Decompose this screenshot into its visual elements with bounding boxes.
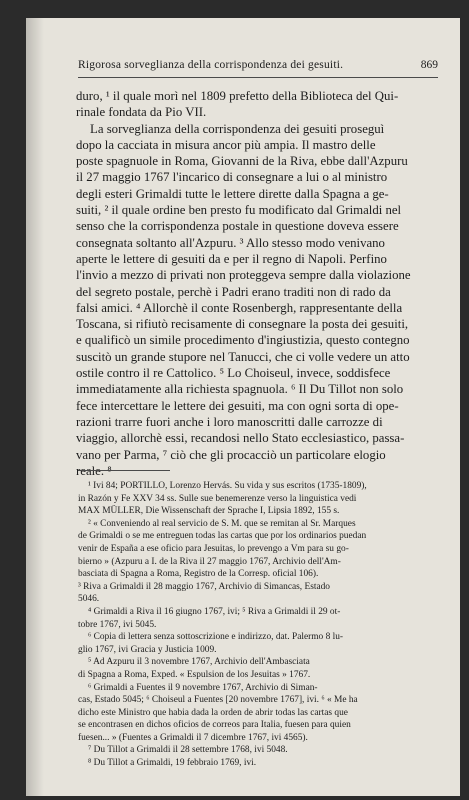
text-line: falsi amici. ⁴ Allorchè il conte Rosenbergh, rappresentante della	[76, 300, 403, 315]
text-line: fece intercettare le lettere dei gesuiti, ma con ogni sorta di ope-	[76, 398, 399, 413]
text-line: reale. ⁸	[76, 463, 112, 478]
page-number: 869	[420, 59, 438, 71]
text-line: La sorveglianza della corrispondenza dei gesuiti proseguì	[90, 121, 385, 136]
footnote-line: ⁶ Grimaldi a Fuentes il 9 novembre 1767, Archivio di Siman-	[88, 682, 318, 693]
text-line: Toscana, si rifiutò recisamente di consegnare la posta dei gesuiti,	[76, 317, 409, 332]
text-line: consegnata soltanto all'Azpuru. ³ Allo stesso modo venivano	[76, 235, 385, 250]
footnote-line: MAX MÜLLER, Die Wissenschaft der Sprache I, Lipsia 1892, 155 s.	[78, 506, 340, 517]
text-line: senso che la corrispondenza postale in questione doveva essere	[76, 219, 399, 234]
footnote-line: in Razón y Fe XXV 34 ss. Sulle sue benemerenze verso la linguistica vedi	[78, 493, 357, 504]
text-line: il 27 maggio 1767 l'incarico di consegnare a lui o al ministro	[76, 170, 388, 185]
footnote-line: fuesen... » (Fuentes a Grimaldi il 7 dicembre 1767, ivi 4565).	[78, 732, 308, 743]
footnote-line: ¹ Ivi 84; PORTILLO, Lorenzo Hervás. Su vida y sus escritos (1735-1809),	[88, 481, 367, 491]
text-line: immediatamente alla richiesta spagnuola. ⁶ Il Du Tillot non solo	[76, 382, 404, 397]
main-text	[76, 88, 440, 479]
text-line: rinale fondata da Pio VII.	[76, 105, 207, 120]
paragraph	[76, 121, 440, 480]
text-line: viaggio, allorchè essi, recandosi nello Stato ecclesiastico, passa-	[76, 431, 405, 446]
binding-shadow	[26, 18, 44, 796]
text-line: del segreto postale, perchè i Padri erano traditi non di rado da	[76, 284, 391, 299]
footnote-line: ⁸ Du Tillot a Grimaldi, 19 febbraio 1769, ivi.	[88, 758, 257, 769]
footnote-line: cas, Estado 5045; ⁶ Choiseul a Fuentes [20 novembre 1767], ivi. ⁶ « Me ha	[78, 695, 358, 706]
footnote-line: ⁶ Copia di lettera senza sottoscrizione e indirizzo, dat. Palermo 8 lu-	[88, 632, 344, 643]
book-page	[26, 18, 460, 796]
footnote-line: ⁴ Grimaldi a Riva il 16 giugno 1767, ivi; ⁵ Riva a Grimaldi il 29 ot-	[88, 606, 341, 617]
text-line: vano per Parma, ⁷ ciò che gli procacciò un particolare elogio	[76, 447, 386, 462]
footnote-line: 5046.	[78, 594, 100, 605]
paragraph	[76, 88, 440, 121]
footnote-line: se encontrasen en dichos oficios de correos para Italia, fuesen para quien	[78, 720, 351, 731]
footnote-rule	[78, 470, 170, 471]
footnote-line: di Spagna a Roma, Exped. « Espulsion de los Jesuitas » 1767.	[78, 669, 311, 680]
footnotes	[78, 480, 440, 770]
footnote-line: glio 1767, ivi Gracia y Justicia 1009.	[78, 644, 217, 655]
text-line: ostile contro il re Cattolico. ⁵ Lo Choiseul, invece, soddisfece	[76, 366, 391, 381]
footnote-line: venir de España a ese oficio para Jesuitas, lo prevengo a Vm para su go-	[78, 543, 349, 554]
text-line: dopo la cacciata in misura ancor più ampia. Il mastro delle	[76, 137, 376, 152]
text-line: e qualificò un simile procedimento d'ingiustizia, questo contegno	[76, 333, 410, 348]
text-line: razioni trarre fuori anche i loro manoscritti dalle carrozze di	[76, 414, 383, 429]
text-line: suscitò un grande stupore nel Tanucci, che ci volle vedere un atto	[76, 349, 410, 364]
footnote-line: bierno » (Azpuru a I. de la Riva il 27 maggio 1767, Archivio dell'Am-	[78, 556, 341, 567]
text-line: poste spagnuole in Roma, Giovanni de la Riva, ebbe dall'Azpuru	[76, 154, 408, 169]
text-line: duro, ¹ il quale morì nel 1809 prefetto della Biblioteca del Qui-	[76, 89, 399, 103]
footnote-line: de Grimaldi o se me entreguen todas las cartas que por los ordinarios puedan	[78, 531, 367, 542]
footnote-line: dicho este Ministro que habia dada la orden de abrir todas las cartas que	[78, 707, 348, 718]
text-line: l'invio a mezzo di privati non proteggeva sempre dalla violazione	[76, 268, 411, 283]
footnote-line: tobre 1767, ivi 5045.	[78, 619, 157, 630]
text-line: degli esteri Grimaldi tutte le lettere dirette dalla Spagna a ge-	[76, 186, 389, 201]
footnote-line: basciata di Spagna a Roma, Registro de la Corresp. oficial 106).	[78, 569, 319, 580]
footnote-line: ⁵ Ad Azpuru il 3 novembre 1767, Archivio dell'Ambasciata	[88, 657, 310, 668]
text-line: suiti, ² il quale ordine ben presto fu modificato dal Grimaldi nel	[76, 203, 402, 218]
footnote-line: ⁷ Du Tillot a Grimaldi il 28 settembre 1768, ivi 5048.	[88, 745, 288, 756]
running-header	[78, 57, 438, 78]
footnote-line: ² « Conveniendo al real servicio de S. M. que se remitan al Sr. Marques	[88, 518, 356, 529]
text-line: aperte le lettere di gesuiti da e per il regno di Napoli. Perfino	[76, 251, 387, 266]
footnote-line: ³ Riva a Grimaldi il 28 maggio 1767, Archivio di Simancas, Estado	[78, 581, 330, 592]
running-title: Rigorosa sorveglianza della corrispondenza dei gesuiti.	[78, 59, 344, 71]
